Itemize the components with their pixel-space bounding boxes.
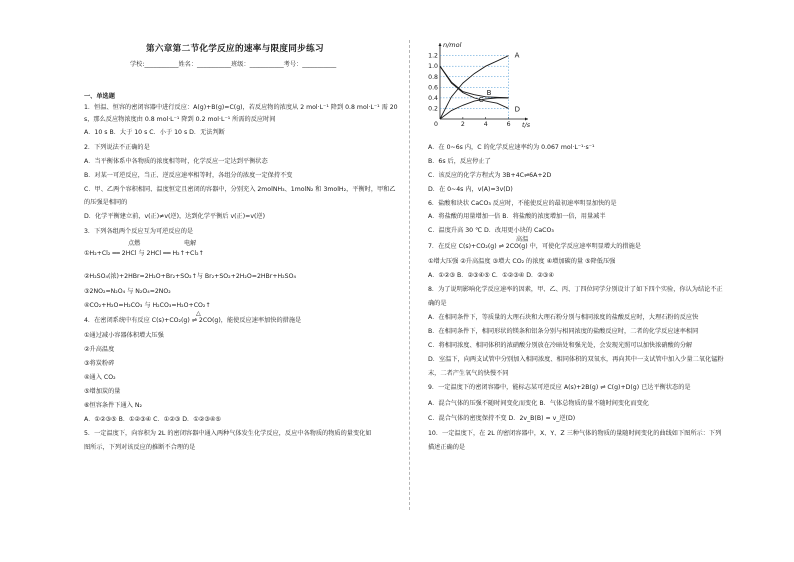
left-line: A．当平衡体系中各物质的浓度相等时，化学反应一定达到平衡状态	[84, 158, 268, 165]
right-line: C．温度升高 30 ℃ D．改用更小块的 CaCO₃	[428, 227, 554, 234]
left-line: ②H₂SO₄(浓)+2HBr=2H₂O+Br₂+SO₂↑与 Br₂+SO₂+2H₂O=2HBr+H₂SO₄	[84, 273, 296, 280]
left-line: C．甲、乙两个容积相同、温度恒定且密闭的容器中，分别充入 2molNH₃、1molN₂ 和 3molH₂，平衡时，甲和乙	[84, 186, 396, 193]
left-line: ①H₂+Cl₂ ══ 2HCl 与 2HCl ══ H₂↑+Cl₂↑	[84, 250, 204, 257]
series-label-C: C	[478, 95, 484, 104]
y-tick-label: 0.4	[428, 94, 438, 102]
series-label-B: B	[486, 88, 492, 97]
left-line: ④CO₂+H₂O=H₂CO₃ 与 H₂CO₃=H₂O+CO₂↑	[84, 302, 211, 309]
y-tick-label: 0.6	[428, 84, 438, 92]
left-line: ③2NO₂=N₂O₄ 与 N₂O₄=2NO₂	[84, 288, 171, 295]
left-line: 5．一定温度下，向容积为 2L 的密闭容器中通入两种气体发生化学反应，反应中各物质的物质的量变化如	[84, 430, 372, 437]
amount-time-chart	[424, 41, 536, 137]
series-label-A: A	[514, 51, 520, 60]
left-line: ②升高温度	[84, 346, 115, 353]
right-line: ①增大压强 ②升高温度 ③增大 CO₂ 的浓度 ④增加碳的量 ⑤降低压强	[428, 258, 616, 265]
right-line: 8．为了说明影响化学反应速率的因素，甲、乙、丙、丁四位同学分别设计了如下四个实验，你认为结论不正	[428, 286, 723, 293]
right-line: A．将盐酸的用量增加一倍 B．将盐酸的浓度增加一倍，用量减半	[428, 213, 606, 220]
column-divider	[409, 40, 410, 510]
x-tick-label: 2	[460, 121, 465, 128]
left-line: A．10 s B．大于 10 s C．小于 10 s D．无法判断	[84, 129, 225, 136]
y-tick-label: 0.8	[428, 73, 438, 81]
left-line: 电解	[184, 240, 197, 247]
left-line: s，那么反应物浓度由 0.8 mol·L⁻¹ 降到 0.2 mol·L⁻¹ 所需的反应时间	[84, 116, 276, 123]
right-line: C．混合气体的密度保持不变 D．2v_B(B) = v_逆(D)	[428, 415, 576, 422]
student-info-line: 学校:___________姓名：___________班级：___________考号：___________	[130, 61, 337, 68]
right-line: B．在相同条件下，相同形状的镁条和铝条分别与相同浓度的盐酸反应时，二者的化学反应速率相同	[428, 328, 699, 335]
x-tick-label: 6	[506, 121, 511, 128]
right-line: D．在 0~4s 内，v(A)=3v(D)	[428, 186, 513, 193]
left-line: 1．恒温、恒容的密闭容器中进行反应：A(g)+B(g)=C(g)，若反应物的浓度从 2 mol·L⁻¹ 降到 0.8 mol·L⁻¹ 需 20	[84, 104, 398, 111]
left-line: △	[196, 310, 201, 317]
right-line: C．将相同浓度、相同体积的浓硝酸分别放在冷暗处和强光处，会发现光照可以加快浓硝酸的分解	[428, 342, 693, 349]
left-line: 的压强是相同的	[84, 199, 128, 206]
y-axis-arrow	[439, 43, 442, 46]
right-line: 描述正确的是	[428, 444, 466, 451]
left-line: D．化学平衡建立前，v(正)≠v(逆)，达到化学平衡后 v(正)=v(逆)	[84, 213, 265, 220]
left-line: 3．下列各组两个反应互为可逆反应的是	[84, 228, 194, 235]
page-title: 第六章第二节化学反应的速率与限度同步练习	[146, 44, 324, 54]
right-line: A．混合气体的压强不随时间变化而变化 B．气体总物质的量不随时间变化而变化	[428, 400, 649, 407]
left-line: 4．在密闭系统中有反应 C(s)+CO₂(g) ⇌ 2CO(g)，能使反应速率加快的措施是	[84, 317, 302, 324]
left-line: ①通过减小容器体积增大压强	[84, 332, 164, 339]
right-line: 9．一定温度下的密闭容器中，能标志某可逆反应 A(s)+2B(g) ⇌ C(g)+D(g) 已达平衡状态的是	[428, 384, 691, 391]
right-line: 10．一定温度下，在 2L 的密闭容器中，X、Y、Z 三种气体的物质的量随时间变化的曲线如下图所示：下列	[428, 430, 722, 437]
right-line: 确的是	[428, 300, 447, 307]
right-line: 高温	[516, 236, 529, 243]
series-label-D: D	[514, 105, 520, 114]
right-line: 末，二者产生氧气的快慢不同	[428, 370, 509, 377]
y-tick-label: 1.2	[428, 52, 438, 60]
y-axis-label: n/mol	[443, 41, 462, 49]
right-line: A．①②③ B．②③④⑤ C．①②③④ D．②③④	[428, 272, 554, 279]
left-line: B．对某一可逆反应，当正、逆反应速率相等时，各组分的浓度一定保持不变	[84, 172, 293, 179]
left-line: ④通入 CO₂	[84, 374, 116, 381]
right-line: D．室温下，向两支试管中分别加入相同浓度、相同体积的双氧水，再向其中一支试管中加入少量二氧化锰粉	[428, 356, 724, 363]
x-axis-label: t/s	[522, 121, 531, 129]
right-line: A．在相同条件下，等质量的大理石块和大理石粉分别与相同浓度的盐酸反应时，大理石粉的反应快	[428, 314, 699, 321]
right-line: B．6s 后，反应停止了	[428, 158, 491, 165]
left-line: 点燃	[128, 240, 141, 247]
right-line: A．在 0~6s 内，C 的化学反应速率约为 0.067 mol·L⁻¹·s⁻¹	[428, 144, 595, 151]
left-line: ⑤增加炭的量	[84, 388, 121, 395]
y-tick-label: 1.0	[428, 63, 438, 71]
left-line: ③将炭粉碎	[84, 360, 115, 367]
y-tick-label: 0.2	[428, 105, 438, 113]
left-line: 2．下列说法不正确的是	[84, 144, 150, 151]
left-line: A．①②③⑤ B．①②③④ C．①②③ D．①②③④⑤	[84, 416, 221, 423]
x-tick-label: 4	[483, 121, 488, 128]
left-line: 一、单选题	[84, 93, 115, 100]
right-line: 7．在反应 C(s)+CO₂(g) ⇌ 2CO(g) 中，可使化学反应速率明显增大的措施是	[428, 243, 641, 250]
left-line: 图所示，下列对该反应的推断不合理的是	[84, 444, 196, 451]
left-line: ⑥恒容条件下通入 N₂	[84, 402, 142, 409]
origin-label: 0	[434, 121, 438, 128]
right-line: C．该反应的化学方程式为 3B+4C⇌6A+2D	[428, 172, 552, 179]
right-line: 6．盐酸和块状 CaCO₃ 反应时，不能使反应的最初速率明显加快的是	[428, 200, 617, 207]
